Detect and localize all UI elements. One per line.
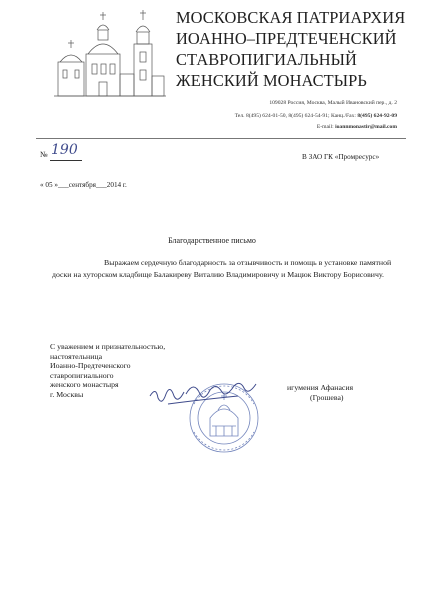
letter-title: Благодарственное письмо: [168, 236, 256, 245]
closing-line: С уважением и признательностью,: [50, 342, 166, 351]
phone-numbers: Тел. 8(495) 624-01-50, 8(495) 624-54-91; Канц./Fax:: [234, 113, 358, 119]
header-divider: [36, 138, 406, 139]
org-email: [317, 123, 397, 131]
email-address[interactable]: ioannmonastir@mail.com: [335, 124, 397, 130]
fax-number: 8(495) 624-92-09: [357, 113, 397, 119]
org-name-line-2: ИОАННО–ПРЕДТЕЧЕНСКИЙ: [176, 29, 397, 48]
addressee: В ЗАО ГК «Промресурс»: [302, 153, 380, 161]
org-phones: [235, 112, 397, 120]
closing-line: ставропигиального: [50, 370, 114, 380]
doc-date: « 05 »___сентября___2014 г.: [40, 181, 127, 189]
org-name-line-4: ЖЕНСКИЙ МОНАСТЫРЬ: [176, 71, 367, 90]
signer-name: игумения Афанасия: [287, 383, 354, 392]
closing-line: женского монастыря: [50, 380, 119, 390]
letter-body: Выражаем сердечную благодарность за отзывчивость и помощь в установке памятной доски на хуторском кладбище Балакиреву Виталию Владимировичу и Мацюк Виктору Борисовичу.: [52, 258, 392, 279]
doc-number-underline: [50, 160, 82, 161]
closing-line: Иоанно-Предтеченского: [50, 361, 131, 371]
closing-line: настоятельница: [50, 351, 103, 361]
monastery-emblem: [50, 4, 170, 104]
signer-surname: (Грошева): [310, 393, 344, 402]
monastery-seal: [148, 374, 274, 458]
org-name-line-1: МОСКОВСКАЯ ПАТРИАРХИЯ: [176, 8, 406, 27]
email-label: E-mail:: [316, 124, 336, 130]
org-address: 109028 Россия, Москва, Малый Ивановский пер., д. 2: [269, 100, 397, 106]
closing-line: г. Москвы: [50, 389, 84, 399]
org-name-line-3: СТАВРОПИГИАЛЬНЫЙ: [176, 50, 357, 69]
doc-number-value: 190: [51, 142, 78, 158]
doc-number-label: №: [40, 150, 48, 159]
